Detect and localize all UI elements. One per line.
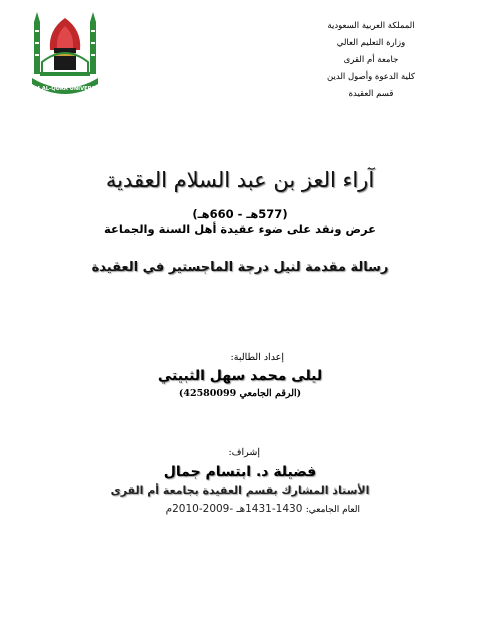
letterhead (306, 18, 436, 103)
letterhead-ministry: وزارة التعليم العالي (336, 38, 406, 48)
letterhead-university: جامعة أم القرى (343, 55, 399, 65)
author-name: ليلى محمد سهل الثبيتي (157, 368, 323, 384)
letterhead-college: كلية الدعوة وأصول الدين (327, 72, 415, 82)
supervisor-title: الأستاذ المشارك بقسم العقيدة بجامعة أم القرى (110, 484, 370, 497)
main-title: آراء العز بن عبد السلام العقدية (105, 168, 375, 192)
university-logo (25, 10, 105, 98)
academic-year-label: العام الجامعي: (305, 505, 360, 515)
letterhead-department: قسم العقيدة (348, 89, 394, 99)
academic-year-value: 1430-1431هـ -2009-2010م (165, 503, 303, 515)
logo-text: UMM AL-QURA UNIVERSITY (25, 86, 105, 92)
student-id: (الرقم الجامعي 42580099) (178, 388, 302, 399)
supervisor-name: فضيلة د. ابتسام جمال (163, 464, 317, 480)
academic-year (166, 503, 360, 515)
date-range: (577هـ - 660هـ) (192, 207, 288, 221)
prepared-by-label: إعداد الطالبة: (230, 352, 284, 363)
letterhead-country: المملكة العربية السعودية (327, 21, 415, 31)
subtitle: عرض ونقد على ضوء عقيدة أهل السنة والجماعة (104, 222, 376, 236)
thesis-statement: رسالة مقدمة لنيل درجة الماجستير في العقيدة (91, 260, 389, 275)
supervision-label: إشراف: (228, 447, 260, 458)
